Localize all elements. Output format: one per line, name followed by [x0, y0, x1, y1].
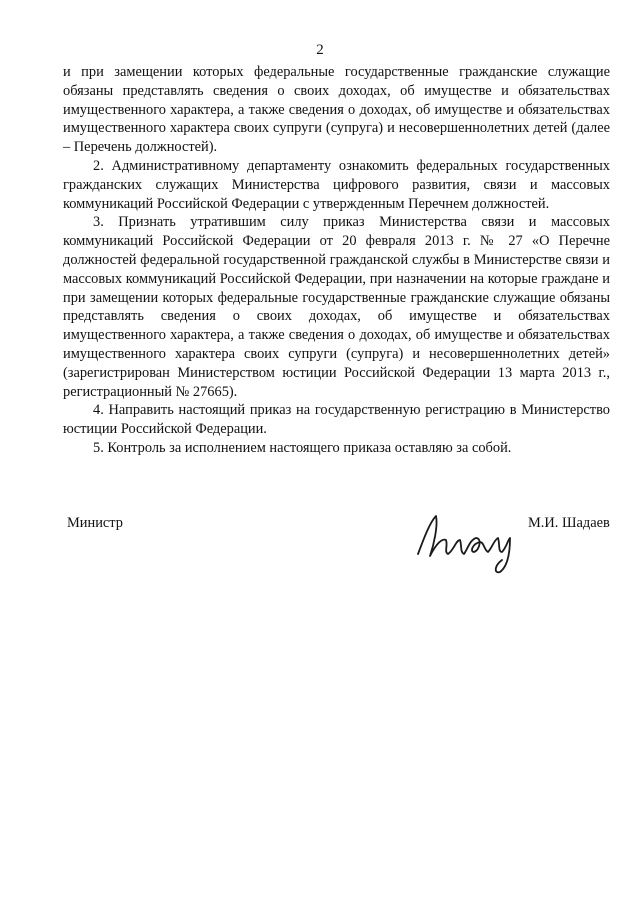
paragraph-5: 5. Контроль за исполнением настоящего приказа оставляю за собой.	[93, 439, 512, 456]
paragraph-4: 4. Направить настоящий приказ на государственную регистрацию в Министерство юстиции Российской Федерации.	[63, 402, 610, 438]
paragraph-3: 3. Признать утратившим силу приказ Министерства связи и массовых коммуникаций Российской Федерации от 20 февраля 2013 г. № 27 «О Перечне должностей федеральной государственной гражданской службы в Министерстве связи и массовых коммуникаций Российской Федерации, при назначении на которые граждане и при замещении которых федеральные государственные гражданские служащие обязаны представлять сведения о своих доходах, об имуществе и обязательствах имущественного характера, а также сведения о доходах, об имуществе и обязательствах имущественного характера своих супруги (супруга) и несовершеннолетних детей» (зарегистрирован Министерством юстиции Российской Федерации 13 марта 2013 г., регистрационный № 27665).	[63, 214, 610, 400]
signature-block	[0, 510, 640, 600]
signer-name: М.И. Шадаев	[528, 515, 610, 531]
handwritten-signature	[410, 510, 522, 576]
paragraph-2: 2. Административному департаменту ознакомить федеральных государственных гражданских служащих Министерства цифрового развития, связи и массовых коммуникаций Российской Федерации с утвержденным Перечнем должностей.	[63, 157, 610, 212]
document-body	[63, 63, 610, 458]
signer-role: Министр	[67, 515, 123, 531]
paragraph-continuation: и при замещении которых федеральные государственные гражданские служащие обязаны представлять сведения о своих доходах, об имуществе и обязательствах имущественного характера, а также сведения о доходах, об имуществе и обязательствах имущественного характера своих супруги (супруга) и несовершеннолетних детей (далее – Перечень должностей).	[63, 64, 610, 156]
page-number: 2	[316, 42, 324, 58]
